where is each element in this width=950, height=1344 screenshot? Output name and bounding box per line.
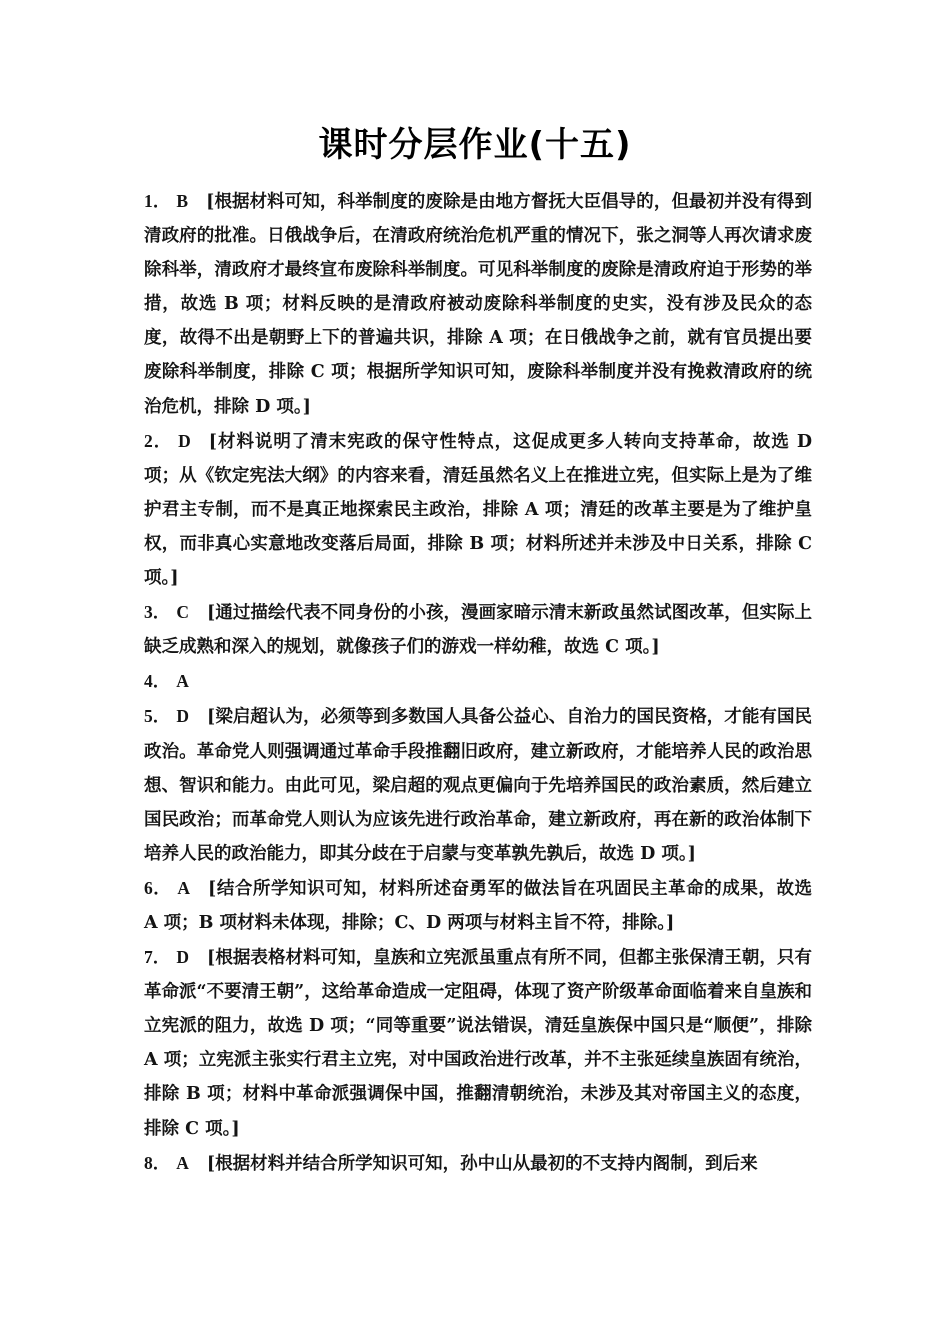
answer-explanation: [通过描绘代表不同身份的小孩，漫画家暗示清末新政虽然试图改革，但实际上缺乏成熟和深入的规划，就像孩子们的游戏一样幼稚，故选 C 项。] [144,603,813,658]
answer-choice: D [176,947,189,968]
answer-item-4 [144,664,812,699]
answer-explanation: [材料说明了清末宪政的保守性特点，这促成更多人转向支持革命，故选 D 项；从《钦定宪法大纲》的内容来看，清廷虽然名义上在推进立宪，但实际上是为了维护君主专制，而不是真正地探索民主政治，排除 A 项；清廷的改革主要是为了维护皇权，而非真心实意地改变落后局面，排除 B 项；材料所述并未涉及中日关系，排除 C 项。] [144,431,813,589]
answer-number: 3． [144,602,171,623]
answer-explanation: [根据材料可知，科举制度的废除是由地方督抚大臣倡导的，但最初并没有得到清政府的批准。日俄战争后，在清政府统治危机严重的情况下，张之洞等人再次请求废除科举，清政府才最终宣布废除科举制度。可见科举制度的废除是清政府迫于形势的举措，故选 B 项；材料反映的是清政府被动废除科举制度的史实，没有涉及民众的态度，故得不出是朝野上下的普遍共识，排除 A 项；在日俄战争之前，就有官员提出要废除科举制度，排除 C 项；根据所学知识可知，废除科举制度并没有挽救清政府的统治危机，排除 D 项。] [144,192,812,417]
answer-item-5 [144,699,812,870]
answer-choice: A [177,877,190,898]
answer-list [144,184,812,1181]
page-title: 课时分层作业(十五) [318,125,632,165]
answer-number: 7． [144,947,171,968]
answer-number: 1． [144,191,171,211]
answer-explanation: [根据材料并结合所学知识可知，孙中山从最初的不支持内阁制，到后来 [206,1153,758,1174]
answer-item-7 [144,940,812,1146]
answer-number: 8． [144,1152,171,1173]
answer-item-2 [144,424,812,595]
answer-choice: D [178,430,191,451]
answer-choice: A [176,671,189,692]
answer-number: 2． [144,430,173,451]
answer-choice: C [176,602,189,623]
answer-item-3 [144,595,812,664]
answer-number: 5． [144,706,171,727]
answer-item-8 [144,1146,812,1181]
answer-explanation: [梁启超认为，必须等到多数国人具备公益心、自治力的国民资格，才能有国民政治。革命党人则强调通过革命手段推翻旧政府，建立新政府，才能培养人民的政治思想、智识和能力。由此可见，梁启超的观点更偏向于先培养国民的政治素质，然后建立国民政治；而革命党人则认为应该先进行政治革命，建立新政府，再在新的政治体制下培养人民的政治能力，即其分歧在于启蒙与变革孰先孰后，故选 D 项。] [144,707,813,864]
answer-number: 6． [144,877,172,898]
answer-choice: A [176,1152,189,1173]
answer-item-6 [144,871,812,940]
answer-choice: B [176,191,189,211]
answer-number: 4． [144,671,171,692]
answer-explanation: [根据表格材料可知，皇族和立宪派虽重点有所不同，但都主张保清王朝，只有革命派“不要清王朝”，这给革命造成一定阻碍，体现了资产阶级革命面临着来自皇族和立宪派的阻力，故选 D 项；“同等重要”说法错误，清廷皇族保中国只是“顺便”，排除 A 项；立宪派主张实行君主立宪，对中国政治进行改革，并不主张延续皇族固有统治，排除 B 项；材料中革命派强调保中国，推翻清朝统治，未涉及其对帝国主义的态度，排除 C 项。] [144,948,813,1139]
answer-explanation: [结合所学知识可知，材料所述奋勇军的做法旨在巩固民主革命的成果，故选 A 项；B 项材料未体现，排除；C、D 两项与材料主旨不符，排除。] [144,878,813,933]
answer-choice: D [176,706,189,727]
answer-item-1 [144,184,812,424]
